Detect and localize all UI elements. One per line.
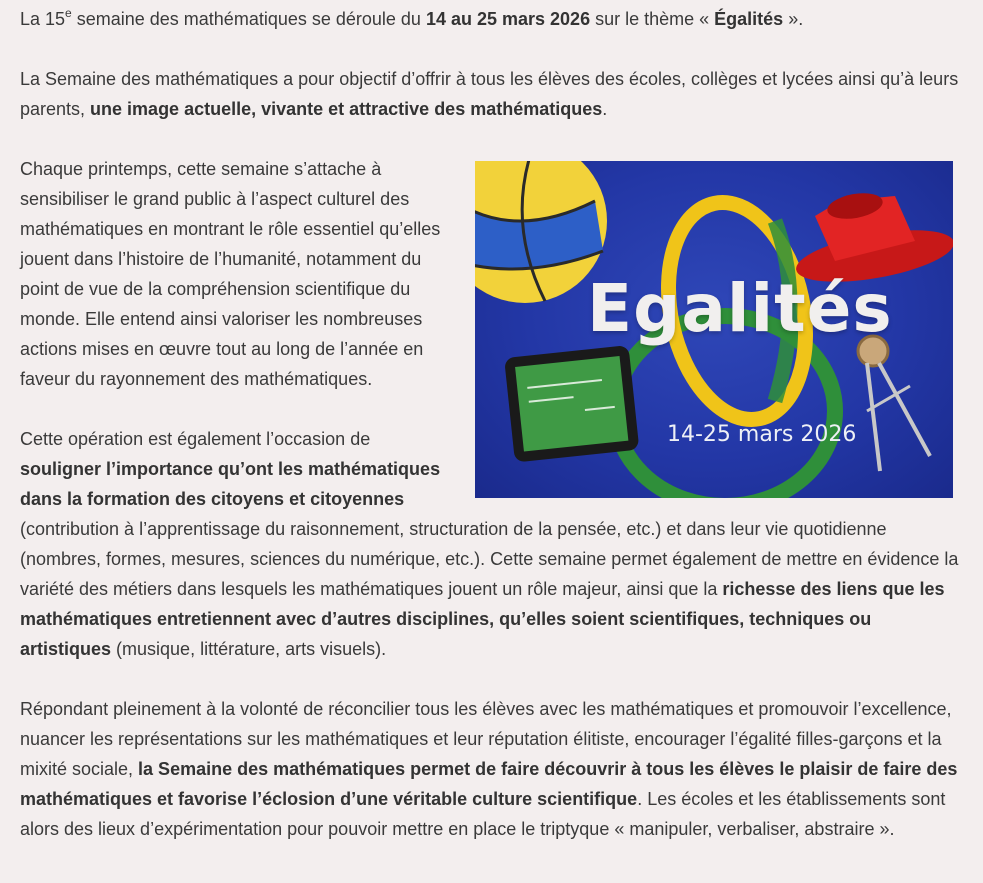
intro-text-4: ». — [783, 9, 804, 29]
culture-text: Chaque printemps, cette semaine s’attache à sensibiliser le grand public à l’aspect culturel des mathématiques en montrant le rôle essentiel qu’elles jouent dans l’histoire de l’humanité, notamment du point de vue de la compréhension scientifique du monde. Elle entend ainsi valoriser les nombreuses actions mises en œuvre tout au long de l’année en faveur du rayonnement des mathématiques. — [20, 159, 441, 389]
objective-end: . — [602, 99, 608, 119]
importance-text-2: (contribution à l’apprentissage du raisonnement, structuration de la pensée, etc.) et dans leur vie quotidienne (nombres, formes, mesures, sciences du numérique, etc.). Cette semaine permet également de mettre en évidence la variété des métiers dans lesquels les mathématiques jouent un rôle majeur, ainsi que la — [20, 519, 959, 599]
objective-paragraph — [20, 64, 965, 124]
poster-title: Egalités — [587, 270, 893, 347]
importance-highlight-1: souligner l’importance qu’ont les mathématiques dans la formation des citoyens et citoyennes — [20, 459, 441, 509]
equality-paragraph — [20, 694, 965, 844]
equality-text-2: . Les écoles et les établissements sont alors des lieux d’expérimentation pour pouvoir mettre en place le triptyque « manipuler, verbaliser, abstraire ». — [20, 789, 946, 839]
compass-icon — [858, 336, 930, 471]
intro-text-2: semaine des mathématiques se déroule du — [71, 9, 426, 29]
intro-text-1: La 15 — [20, 9, 66, 29]
equality-text-1: Répondant pleinement à la volonté de réconcilier tous les élèves avec les mathématiques et promouvoir l’excellence, nuancer les représentations sur les mathématiques et leur réputation élitiste, encourager l’égalité filles-garçons et la mixité sociale, — [20, 699, 952, 779]
ordinal-suffix: e — [65, 6, 72, 20]
intro-paragraph — [20, 4, 965, 34]
importance-text-3: (musique, littérature, arts visuels). — [111, 639, 387, 659]
event-poster-image — [475, 161, 953, 498]
importance-text-1: Cette opération est également l’occasion de — [20, 429, 371, 449]
importance-highlight-2: richesse des liens que les mathématiques entretiennent avec d’autres disciplines, qu’elles soient scientifiques, techniques ou artistiques — [20, 579, 945, 659]
equality-highlight: la Semaine des mathématiques permet de faire découvrir à tous les élèves le plaisir de faire des mathématiques et favorise l’éclosion d’une véritable culture scientifique — [20, 759, 958, 809]
event-dates: 14 au 25 mars 2026 — [425, 9, 591, 29]
tablet-icon — [504, 345, 639, 462]
objective-text: La Semaine des mathématiques a pour objectif d’offrir à tous les élèves des écoles, collèges et lycées ainsi qu’à leurs parents, — [20, 69, 959, 119]
poster-date: 14-25 mars 2026 — [667, 422, 857, 447]
event-theme: Égalités — [714, 9, 784, 29]
intro-text-3: sur le thème « — [590, 9, 715, 29]
objective-highlight: une image actuelle, vivante et attractive des mathématiques — [90, 99, 603, 119]
